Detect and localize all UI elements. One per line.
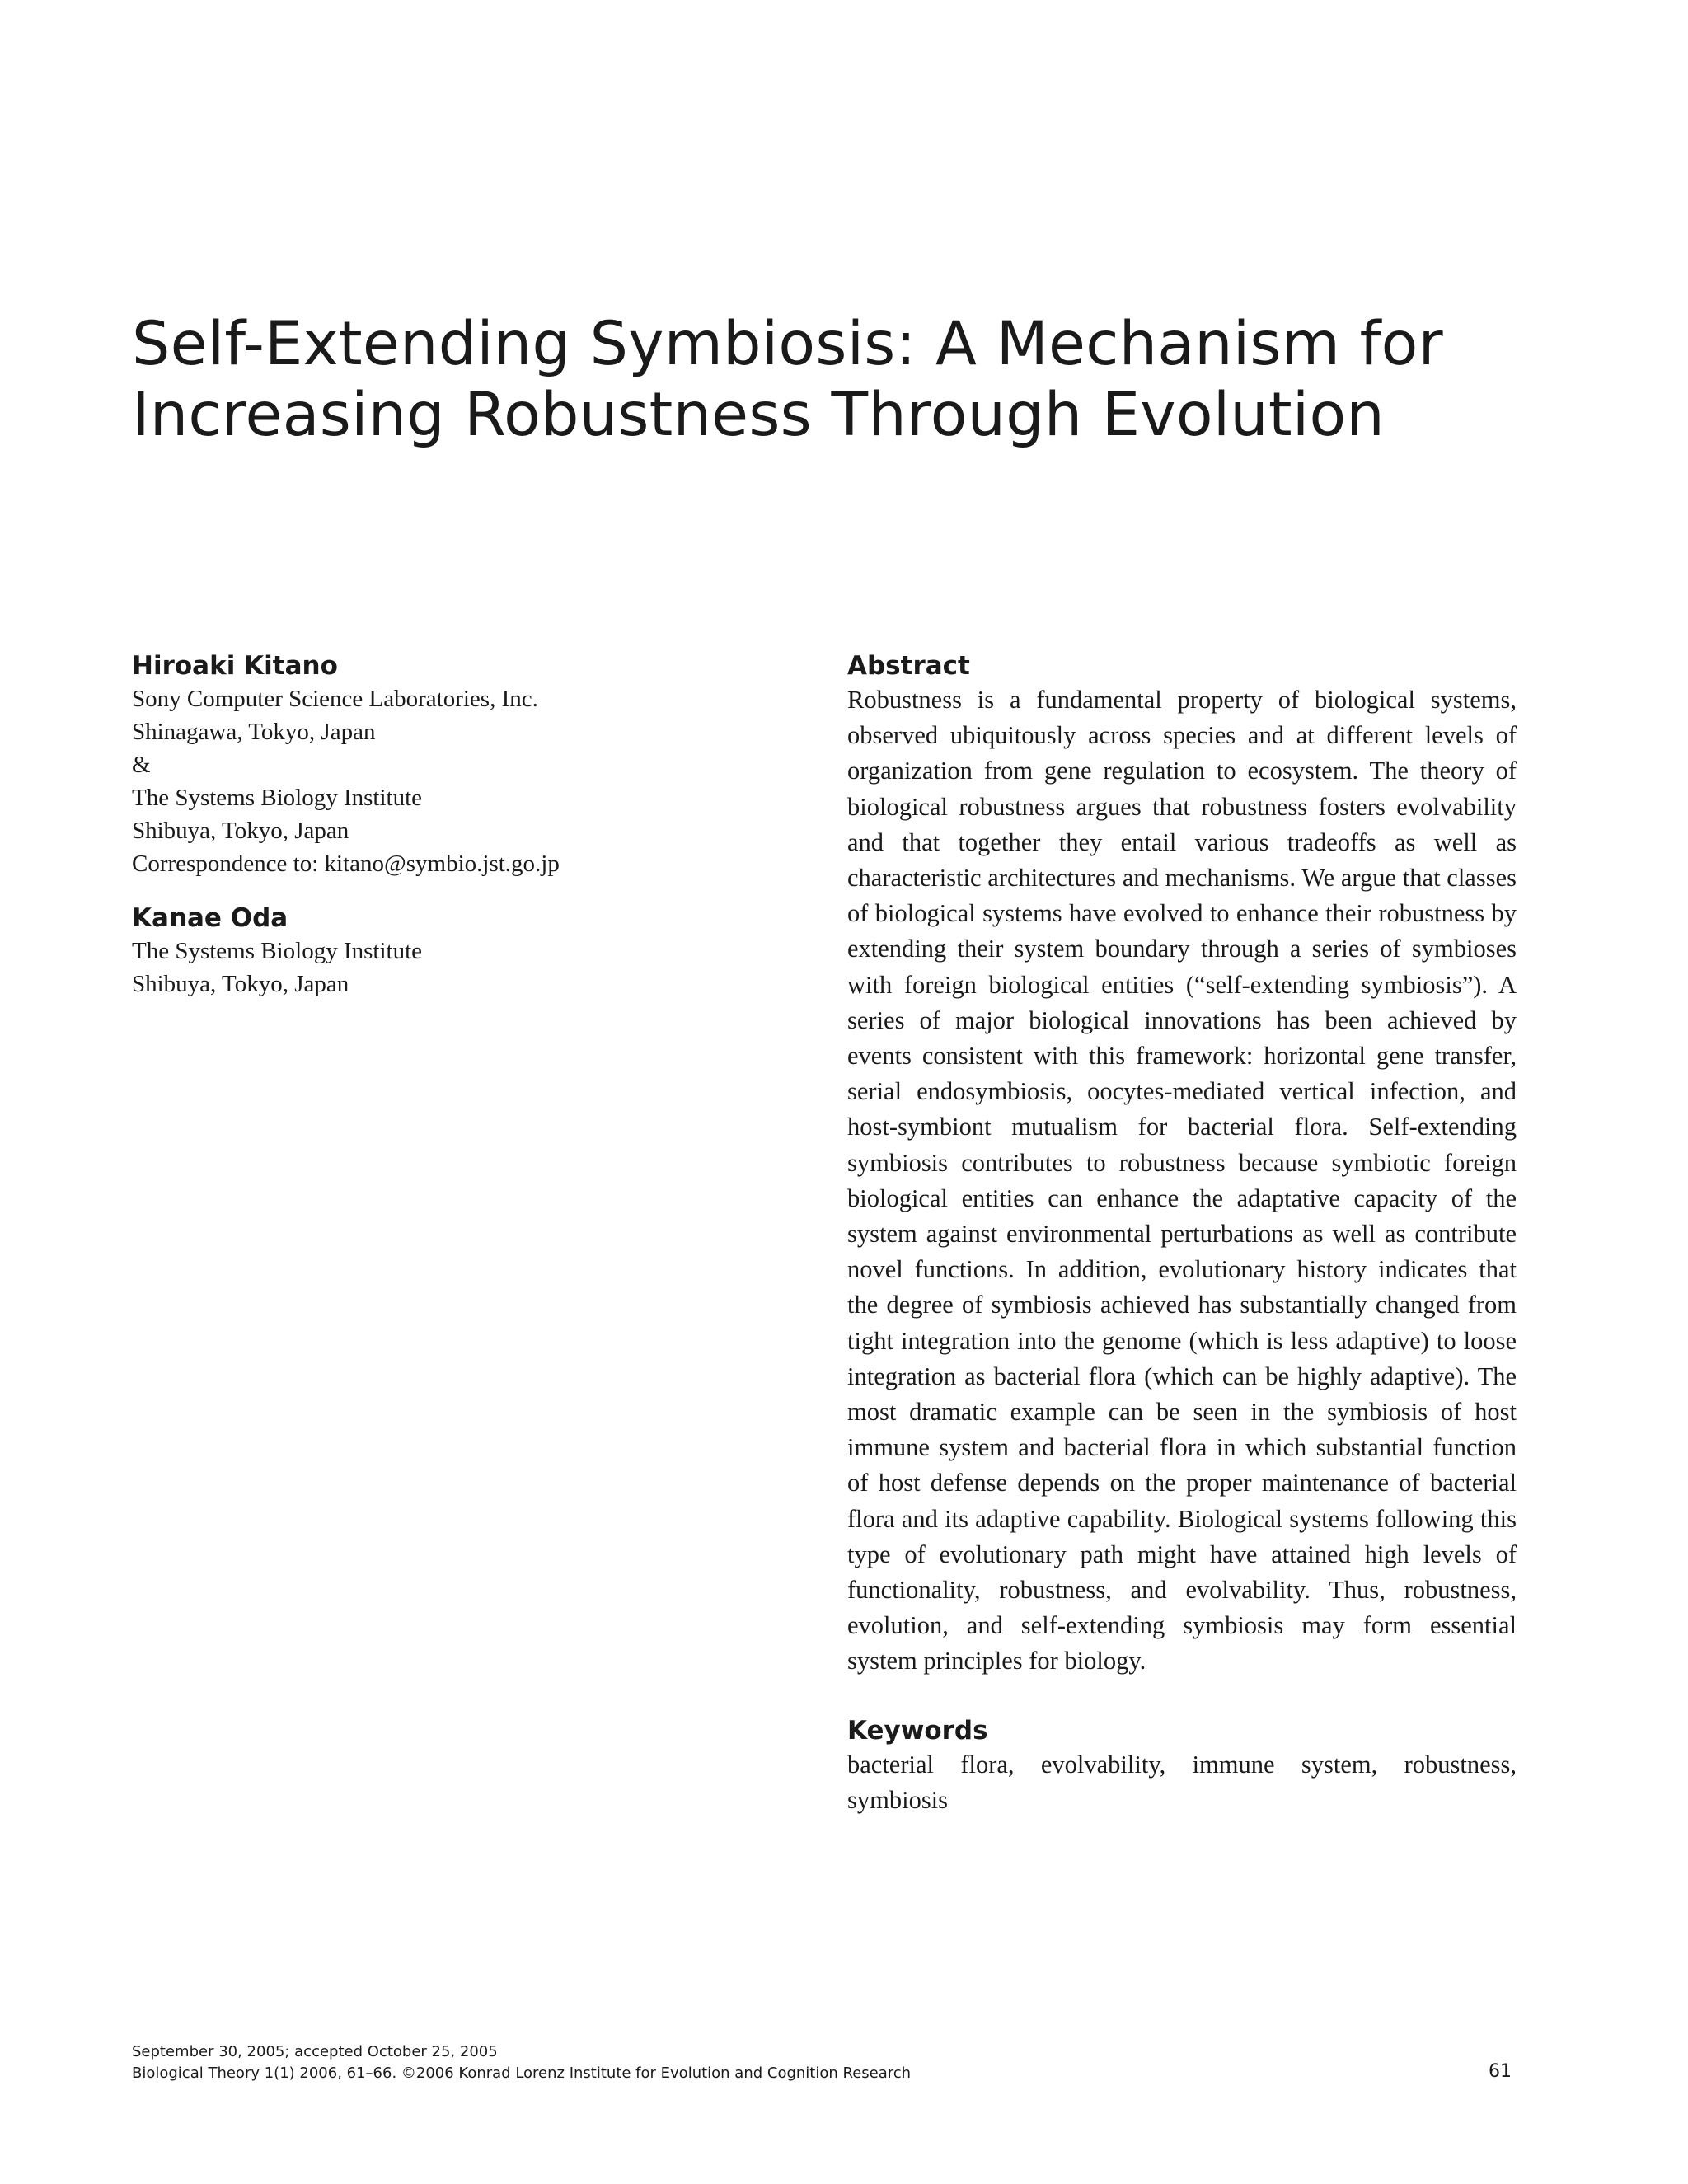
correspondence-line: Correspondence to: kitano@symbio.jst.go.jp bbox=[132, 851, 560, 877]
affiliation-line: The Systems Biology Institute bbox=[132, 938, 423, 964]
author-name: Kanae Oda bbox=[132, 903, 288, 933]
authors-column bbox=[132, 649, 758, 1022]
author-name: Hiroaki Kitano bbox=[132, 651, 338, 681]
abstract-body: Robustness is a fundamental property of biological systems, observed ubiquitously across species and at different levels of organization from gene regulation to ecosystem. The theory of biological robustness argues that robustness fosters evolvability and that together they entail various tradeoffs as well as characteristic architectures and mechanisms. We argue that classes of biological systems have evolved to enhance their robustness by extending their system boundary through a series of symbioses with foreign biological entities (“self-extending symbiosis”). A series of major biological innovations has been achieved by events consistent with this framework: horizontal gene transfer, serial endosymbiosis, oocytes-mediated vertical infection, and host-symbiont mutualism for bacterial flora. Self-extending symbiosis contributes to robustness because symbiotic foreign biological entities can enhance the adaptative capacity of the system against environmental perturbations as well as contribute novel functions. In addition, evolutionary history indicates that the degree of symbiosis achieved has substantially changed from tight integration into the genome (which is less adaptive) to loose integration as bacterial flora (which can be highly adaptive). The most dramatic example can be seen in the symbiosis of host immune system and bacterial flora in which substantial function of host defense depends on the proper maintenance of bacterial flora and its adaptive capability. Biological systems following this type of evolutionary path might have attained high levels of functionality, robustness, and evolvability. Thus, robustness, evolution, and self-extending symbiosis may form essential system principles for biology. bbox=[847, 686, 1517, 1675]
affiliation-line: The Systems Biology Institute bbox=[132, 785, 423, 811]
page-number: 61 bbox=[1489, 2061, 1512, 2082]
keywords-heading: Keywords bbox=[847, 1715, 988, 1746]
paper-title bbox=[132, 309, 1533, 451]
title-line-2: Increasing Robustness Through Evolution bbox=[132, 380, 1385, 450]
affiliation-line: Shibuya, Tokyo, Japan bbox=[132, 818, 349, 844]
affiliation-line: Shibuya, Tokyo, Japan bbox=[132, 971, 349, 997]
abstract-heading: Abstract bbox=[847, 651, 970, 681]
abstract-column bbox=[847, 649, 1517, 1818]
affiliation-line: Sony Computer Science Laboratories, Inc. bbox=[132, 686, 538, 712]
footer bbox=[132, 2041, 911, 2084]
author-block-oda bbox=[132, 902, 758, 1001]
footer-dates: September 30, 2005; accepted October 25, 2005 bbox=[132, 2043, 498, 2060]
affiliation-line: Shinagawa, Tokyo, Japan bbox=[132, 719, 376, 745]
title-line-1: Self-Extending Symbiosis: A Mechanism for bbox=[132, 309, 1443, 379]
footer-citation: Biological Theory 1(1) 2006, 61–66. ©2006 Konrad Lorenz Institute for Evolution and Cognition Research bbox=[132, 2064, 912, 2082]
keywords-body: bacterial flora, evolvability, immune system, robustness, symbiosis bbox=[847, 1750, 1517, 1814]
affiliation-line: & bbox=[132, 752, 151, 778]
author-block-kitano bbox=[132, 649, 758, 880]
